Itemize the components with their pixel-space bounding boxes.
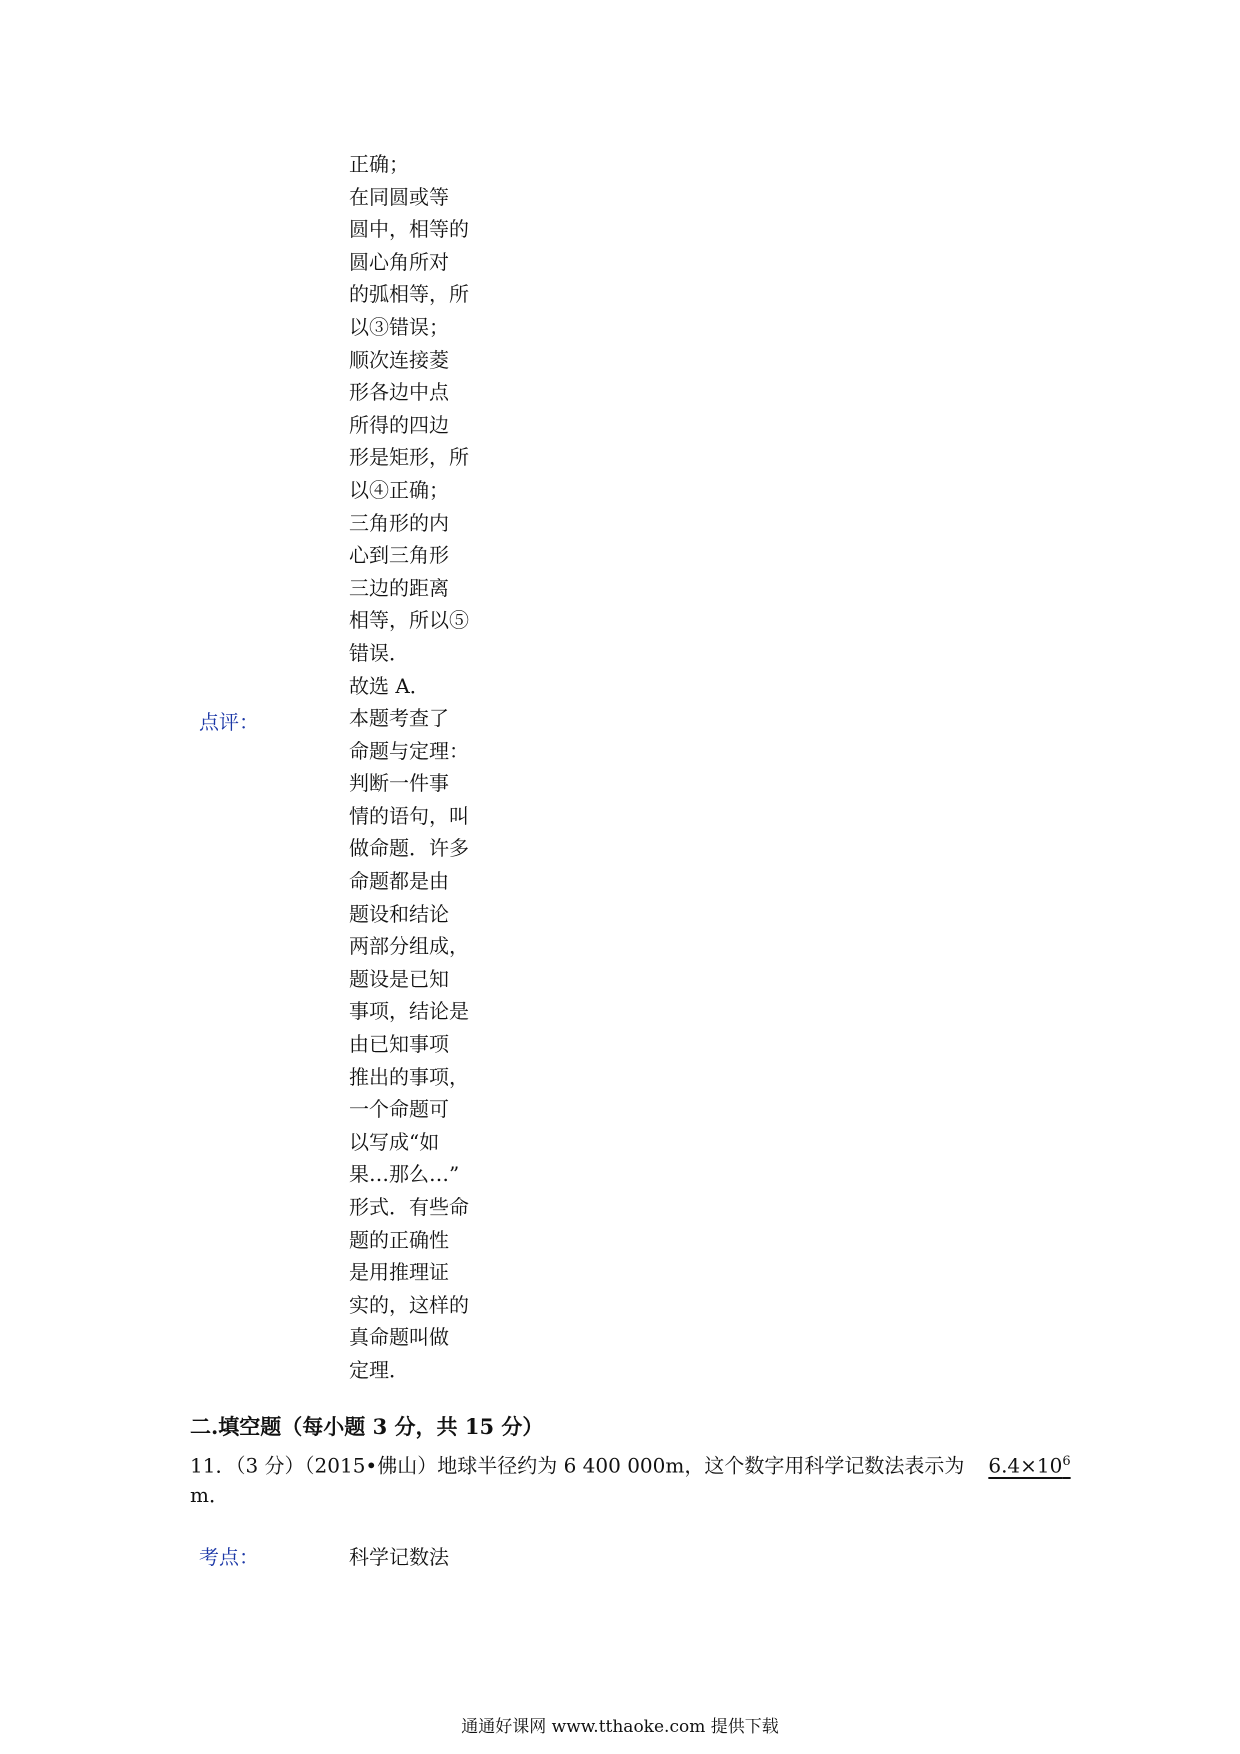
question-11-text: 11．（3 分）（2015•佛山）地球半径约为 6 400 000m，这个数字用科学记数法表示为 [190, 1453, 965, 1478]
solution-line: 形式．有些命 [349, 1195, 469, 1219]
question-11-unit: m． [190, 1483, 229, 1507]
solution-line: 命题与定理： [349, 738, 469, 763]
solution-text-column [349, 148, 479, 1387]
kaodian-text: 科学记数法 [349, 1545, 449, 1569]
solution-line: 心到三角形 [349, 543, 449, 568]
solution-line: 三角形的内 [349, 510, 449, 535]
answer-exponent: 6 [1062, 1454, 1071, 1469]
solution-line: 以④正确； [349, 477, 449, 502]
solution-line: 做命题．许多 [349, 836, 469, 861]
solution-line: 在同圆或等 [349, 184, 449, 209]
solution-line: 事项，结论是 [349, 999, 469, 1024]
solution-line: 三边的距离 [349, 575, 449, 600]
solution-line: 错误． [349, 640, 409, 665]
answer-base: 6.4×10 [988, 1453, 1063, 1478]
solution-line: 本题考查了 [349, 706, 449, 731]
solution-line: 推出的事项， [349, 1064, 469, 1089]
solution-line: 题设是已知 [349, 966, 449, 991]
solution-line: 是用推理证 [349, 1260, 449, 1285]
solution-line: 两部分组成， [349, 934, 469, 959]
solution-line: 圆心角所对 [349, 249, 449, 274]
solution-line: 相等，所以⑤ [349, 608, 469, 633]
section-title: 二.填空题（每小题 3 分，共 15 分） [190, 1414, 544, 1439]
solution-line: 一个命题可 [349, 1097, 449, 1122]
solution-line: 所得的四边 [349, 412, 449, 437]
solution-line: 形是矩形，所 [349, 445, 469, 470]
solution-line: 的弧相等，所 [349, 282, 469, 307]
solution-line: 由已知事项 [349, 1032, 449, 1057]
solution-line: 实的，这样的 [349, 1292, 469, 1317]
question-11-answer [964, 1446, 1070, 1482]
solution-line: 定理． [349, 1357, 409, 1382]
solution-line: 正确； [349, 152, 409, 176]
solution-line: 题的正确性 [349, 1227, 449, 1252]
solution-line: 判断一件事 [349, 771, 449, 796]
solution-line: 真命题叫做 [349, 1325, 449, 1350]
solution-line: 形各边中点 [349, 380, 449, 405]
review-label: 点评： [199, 710, 259, 734]
solution-line: 情的语句，叫 [349, 803, 469, 828]
solution-line: 圆中，相等的 [349, 217, 469, 242]
solution-line: 以写成“如 [349, 1129, 440, 1154]
solution-line: 命题都是由 [349, 869, 449, 894]
question-11 [190, 1446, 1071, 1482]
solution-line: 题设和结论 [349, 901, 449, 926]
page-footer: 通通好课网 www.tthaoke.com 提供下载 [461, 1717, 779, 1737]
kaodian-label: 考点： [199, 1545, 259, 1569]
solution-line: 以③错误； [349, 314, 449, 339]
solution-line: 故选 A． [349, 673, 430, 698]
solution-line: 顺次连接菱 [349, 347, 449, 372]
solution-line: 果…那么…” [349, 1162, 460, 1187]
